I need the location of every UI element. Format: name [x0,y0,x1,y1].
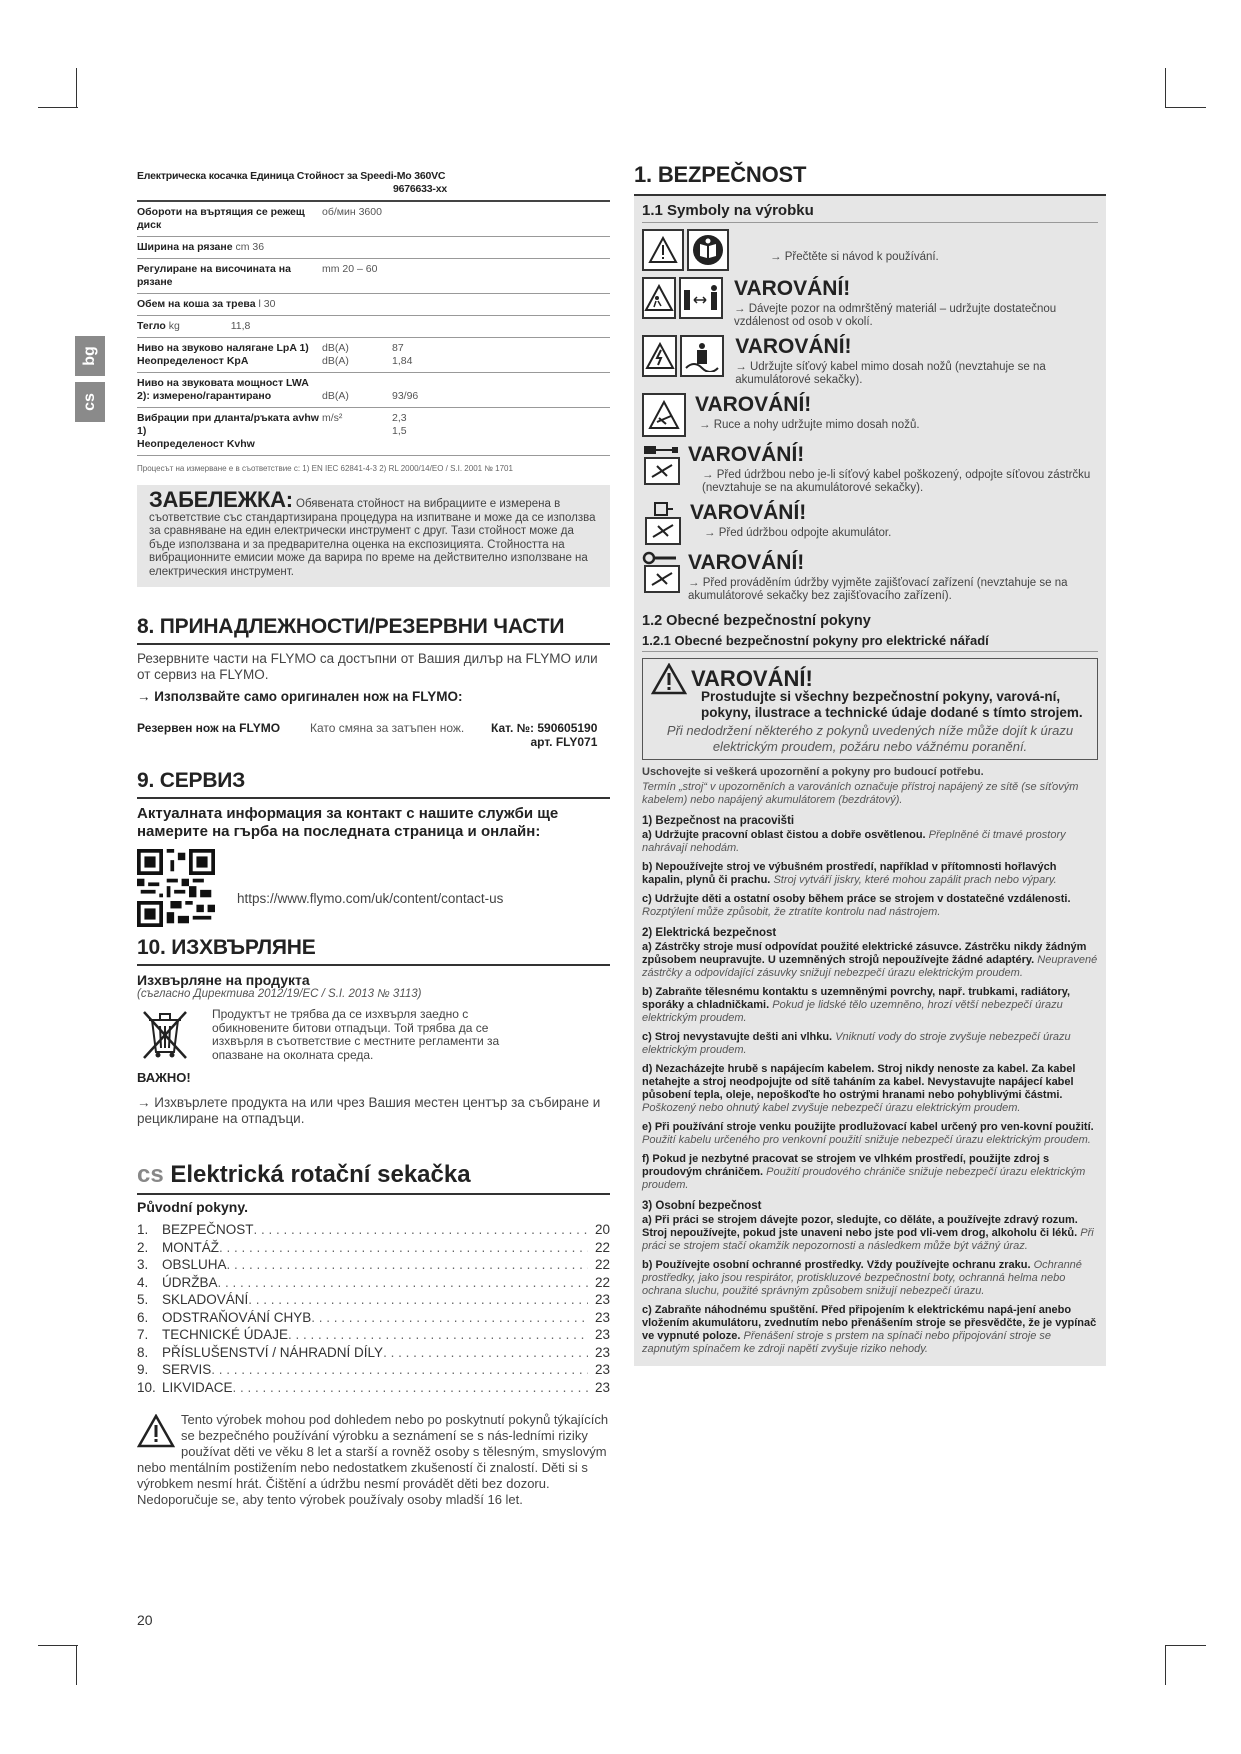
table-row: Ниво на звуково налягане LpA 1) Неопределеност KpA dB(A) dB(A) 87 1,84 [137,338,610,373]
toc-title: OBSLUHA [162,1257,227,1272]
toc-page: 23 [594,1344,610,1360]
crop-mark [1165,1645,1166,1685]
measurement-note: Процесът на измерване е в съответствие с: 1) EN IEC 62841-4-3 2) RL 2000/14/EO / S.I. 2001 № 1701 [137,464,513,473]
toc-title: PŘÍSLUŠENSTVÍ / NÁHRADNÍ DÍLY [162,1344,384,1360]
sec9-text: Актуалната информация за контакт с нашите служби ще намерите на гърба на последната страница и онлайн: [137,805,559,840]
electrical-safety-heading: 2) Elektrická bezpečnost [642,927,777,939]
toc-page: 23 [594,1292,610,1307]
keep-instructions: Uschovejte si veškerá upozornění a pokyny pro budoucí potřebu. [642,766,984,778]
right-column [634,162,1106,1366]
crop-mark [38,107,78,108]
page-number: 20 [137,1612,153,1628]
table-row: Вибрации при дланта/ръката avhw 1) Неопределеност Kvhw m/s² 2,3 1,5 [137,408,610,456]
left-column [137,170,610,1508]
toc-leader [288,1326,588,1344]
spare-part-row: Резервен нож на FLYMO Като смяна за затъпен нож. Кат. №: 590605190 арт. FLY071 [137,721,598,749]
contact-url[interactable]: https://www.flymo.com/uk/content/contact-us [237,891,504,906]
toc-item[interactable] [137,1361,610,1379]
language-tab-bg[interactable]: bg [75,336,105,376]
disposal-directive: (съгласно Директива 2012/19/ЕС / S.I. 2013 № 3113) [137,988,422,1000]
toc-item[interactable] [137,1344,610,1362]
qr-code-icon [137,849,215,927]
note-label: ЗАБЕЛЕЖКА: [149,487,293,512]
symbol-row: → Přečtěte si návod k používání. [642,229,1098,271]
toc-page: 22 [594,1257,610,1272]
sharp-blades-icon [642,393,686,437]
toc-title: SKLADOVÁNÍ [162,1292,249,1307]
thrown-objects-icon [642,277,676,319]
toc-number: 5. [137,1292,149,1307]
unplug-icon [642,443,682,485]
symbol-row: VAROVÁNÍ! → Před údržbou nebo je-li síťový kabel poškozený, odpojte síťovou zástrčku (nevztahuje se na akumulátorové sekačky). [642,443,1098,495]
toc-title: MONTÁŽ [162,1239,219,1255]
table-row: Ширина на рязане cm 36 [137,237,610,259]
keep-distance-icon [679,277,723,319]
toc-number: 4. [137,1274,149,1290]
table-row: Регулиране на височината на рязане mm 20 – 60 [137,259,610,294]
toc-item[interactable] [137,1291,610,1309]
toc-leader [211,1361,588,1379]
important-label: ВАЖНО! [137,1070,191,1085]
section-title-10: 10. ИЗХВЪРЛЯНЕ [137,936,610,966]
crossed-bin-icon [140,1008,190,1060]
toc-number: 6. [137,1309,149,1325]
remove-key-icon [642,551,682,593]
spec-title: Електрическа косачка Единица Стойност за Speedi-Mo 360VC 9676633-xx [137,170,447,195]
toc-leader [233,1379,588,1397]
toc-leader [248,1291,588,1309]
section-title-8: 8. ПРИНАДЛЕЖНОСТИ/РЕЗЕРВНИ ЧАСТИ [137,615,610,645]
toc-leader [383,1344,588,1362]
symbols-subtitle: 1.1 Symboly na výrobku [642,202,1098,223]
toc-page: 22 [594,1274,610,1290]
toc-leader [227,1256,588,1274]
important-text: → Изхвърлете продукта на или чрез Вашия местен център за събиране и рециклиране на отпадъци. [137,1095,601,1126]
toc-number: 2. [137,1239,149,1255]
safety-box: 1.1 Symboly na výrobku → Přečtěte si návod k používání. VAROVÁNÍ! → Dávejte pozor na odmrštěný materiál – udržujte dostatečnou vzdálenost od osob v okolí. VAROVÁNÍ! → Udržujte síťový kabel mimo dosah nožů (nevztahuje se na akumulátorové sekačky). VAROVÁNÍ! → Ruce a nohy udržujte mimo dosah nožů. VAROVÁNÍ! → Před údržbou nebo je-li síťový kabel poškozený, odpojte síťovou zástrčku (nevztahuje se na akumulátorové sekačky). VAROVÁNÍ! → Před údržbou odpojte akumulátor. VAROVÁNÍ! → Před prováděním údržby vyjměte zajišťovací zařízení (nevztahuje se na akumulátorové sekačky bez zajišťovacího zařízení). 1.2 Obecné bezpečnostní pokyny 1.2.1 Obecné bezpečnostní pokyny pro elektrické nářadí VAROVÁNÍ! Prostudujte si všechny bezpečnostní pokyny, varová-ní, pokyny, ilustrace a technické údaje dodané s tímto strojem. Při nedodržení některého z pokynů uvedených níže může dojít k úrazu elektrickým proudem, požáru nebo vážnému poranění. Uschovejte si veškerá upozornění a pokyny pro budoucí potřebu. Termín „stroj“ v upozorněních a varováních označuje přístroj napájený ze sítě (se síťovým kabelem) nebo napájený akumulátorem (bezdrátový). 1) Bezpečnost na pracovišti a) Udržujte pracovní oblast čistou a dobře osvětlenou. Přeplněné či tmavé prostory nahrávají nehodám. b) Nepoužívejte stroj ve výbušném prostředí, například v přítomnosti hořlavých kapalin, plynů či prachu. Stroj vytváří jiskry, které mohou zapálit prach nebo výpary. c) Udržujte děti a ostatní osoby během práce se strojem v dostatečné vzdálenosti. Rozptýlení může způsobit, že ztratíte kontrolu nad nástrojem. 2) Elektrická bezpečnost a) Zástrčky stroje musí odpovídat použité elektrické zásuvce. Zástrčku nikdy žádným způsobem neupravujte. U uzemněných strojů nepoužívejte žádné adaptéry. Neupravené zástrčky a odpovídající zásuvky snižují nebezpečí úrazu elektrickým proudem. b) Zabraňte tělesnému kontaktu s uzemněnými povrchy, např. trubkami, radiátory, sporáky a chladničkami. Pokud je lidské tělo uzemněno, hrozí větší nebezpečí úrazu elektrickým proudem. c) Stroj nevystavujte dešti ani vlhku. Vniknutí vody do stroje zvyšuje nebezpečí úrazu elektrickým proudem. d) Nezacházejte hrubě s napájecím kabelem. Stroj nikdy nenoste za kabel. Za kabel netahejte a stroj neodpojujte od sítě taháním za kabel. Nevystavujte napájecí kabel působení tepla, oleje, nepoškoďte ho ostrými hranami nebo pohyblivými částmi. Poškozený nebo ohnutý kabel zvyšuje nebezpečí úrazu elektrickým proudem. e) Při používání stroje venku použijte prodlužovací kabel určený pro ven-kovní použití. Použití kabelu určeného pro venkovní použití snižuje nebezpečí úrazu elektrickým proudem. f) Pokud je nezbytné pracovat se strojem ve vlhkém prostředí, použijte zdroj s proudovým chráničem. Použití proudového chrániče snižuje nebezpečí úrazu elektrickým proudem. 3) Osobní bezpečnost a) Při práci se strojem dávejte pozor, sledujte, co děláte, a používejte zdravý rozum. Stroj nepoužívejte, pokud jste unaveni nebo jste pod vli-vem drog, alkoholu či léků. Při práci se strojem stačí okamžik nepozornosti a následkem může být vážný úraz. b) Používejte osobní ochranné prostředky. Vždy používejte ochranu zraku. Ochranné prostředky, jako jsou respirátor, protiskluzové bezpečnostní boty, ochranná helma nebo ochrana sluchu, použité správným způsobem snižují nebezpečí úrazu. c) Zabraňte náhodnému spuštění. Před připojením k elektrickému napá-jení anebo vložením akumulátoru, zvednutím nebo přenášením stroje se přesvědčte, že je vypínač ve vypnuté poloze. Přenášení stroje s prstem na spínači nebo připojování stroje se zapnutým spínačem ke zdroji napětí zvyšuje riziko nehody. [634,196,1106,1366]
symbol-row: VAROVÁNÍ! → Před prováděním údržby vyjměte zajišťovací zařízení (nevztahuje se na akumulátorové sekačky bez zajišťovacího zařízení). [642,551,1098,603]
remove-battery-icon [642,501,684,545]
symbol-row: VAROVÁNÍ! → Před údržbou odpojte akumulátor. [642,501,1098,545]
toc-item[interactable] [137,1326,610,1344]
toc-item[interactable] [137,1379,610,1397]
toc-number: 7. [137,1327,149,1342]
sec8-text: Резервните части на FLYMO са достъпни от Вашия дилър на FLYMO или от сервиз на FLYMO. [137,651,598,682]
toc-item[interactable] [137,1274,610,1292]
toc-page: 23 [594,1309,610,1325]
crop-mark [38,1645,78,1646]
sec8-use: → Използвайте само оригинален нож на FLYMO: [137,689,463,704]
toc-item[interactable] [137,1221,610,1239]
table-row: Тегло kg 11,8 [137,316,610,338]
table-row: Обем на коша за трева l 30 [137,294,610,316]
toc-number: 10. [137,1379,156,1395]
disposal-subtitle: Изхвърляне на продукта [137,972,310,988]
toc-page: 23 [594,1362,610,1377]
cs-warning-block: Tento výrobek mohou pod dohledem nebo po poskytnutí pokynů týkajících se bezpečného používání výrobku a seznámení se s nás-ledními riziky používat děti ve věku 8 let a starší a rovněž osoby s tělesným, smyslovým nebo mentálním postižením nebo nedostatkem zkušeností či znalostí. Děti si s výrobkem nesmí hrát. Čištění a údržbu nesmí provádět děti bez dozoru. Nedoporučuje se, aby tento výrobek používaly osoby mladší 16 let. [137,1412,609,1507]
table-row: Ниво на звуковата мощност LWA 2): измерено/гарантирано dB(A) 93/96 [137,373,610,408]
crop-mark [76,68,77,108]
disposal-text: Продуктът не трябва да се изхвърля заедно с обикновените битови отпадъци. Той трябва да се изхвърля в съответствие с местните регламенти за опазване на околната среда. [212,1007,500,1062]
section-title-9: 9. СЕРВИЗ [137,769,610,799]
toc-item[interactable] [137,1309,610,1327]
section-title-1: 1. BEZPEČNOST [634,162,1106,196]
general-warning-box: VAROVÁNÍ! Prostudujte si všechny bezpečnostní pokyny, varová-ní, pokyny, ilustrace a technické údaje dodané s tímto strojem. Při nedodržení některého z pokynů uvedených níže může dojít k úrazu elektrickým proudem, požáru nebo vážnému poranění. [642,658,1098,760]
personal-safety-heading: 3) Osobní bezpečnost [642,1200,762,1212]
read-manual-icon [687,229,729,271]
symbol-row: VAROVÁNÍ! → Udržujte síťový kabel mimo dosah nožů (nevztahuje se na akumulátorové sekačky). [642,335,1098,387]
general-safety-subtitle: 1.2 Obecné bezpečnostní pokyny [642,613,871,629]
spec-table [137,200,610,456]
toc-item[interactable] [137,1256,610,1274]
crop-mark [1166,107,1206,108]
toc-page: 23 [594,1379,610,1395]
table-row: Обороти на въртящия се режещ диск об/мин 3600 [137,201,610,237]
crop-mark [76,1645,77,1685]
toc-title: ODSTRAŇOVÁNÍ CHYB [162,1309,312,1325]
toc-title: ÚDRŽBA [162,1274,218,1290]
language-tab-cs[interactable]: cs [75,382,105,422]
table-of-contents [137,1221,610,1396]
electric-shock-icon [642,335,677,377]
power-tool-safety-subtitle: 1.2.1 Obecné bezpečnostní pokyny pro elektrické nářadí [642,633,1098,652]
toc-title: BEZPEČNOST [162,1222,254,1237]
toc-page: 20 [594,1222,610,1237]
warning-triangle-icon [642,229,684,271]
toc-page: 22 [594,1239,610,1255]
toc-item[interactable] [137,1239,610,1257]
crop-mark [1165,68,1166,108]
toc-leader [219,1239,588,1257]
note-text: Обявената стойност на вибрациите е измерена в съответствие със стандартизирана процедура на изпитване и може да се използва за сравняване на един електрически инструмент с друг. Тази стойност може да бъде използвана и за предварителна оценка на експозицията. Стойността на вибрационните емисии може да варира по време на действително използване на електрическия инструмент. [149,498,596,578]
toc-title: SERVIS [162,1362,212,1377]
crop-mark [1166,1645,1206,1646]
toc-leader [218,1274,588,1292]
work-area-heading: 1) Bezpečnost na pracovišti [642,815,795,827]
toc-number: 9. [137,1362,149,1377]
cs-subtitle: Původní pokyny. [137,1199,248,1215]
toc-title: LIKVIDACE [162,1379,233,1395]
note-box [137,485,610,587]
term-definition: Termín „stroj“ v upozorněních a varováních označuje přístroj napájený ze sítě (se síťovým kabelem) nebo napájený akumulátorem (bezdrátový). [642,781,1079,806]
toc-number: 8. [137,1344,149,1360]
symbol-row: VAROVÁNÍ! → Ruce a nohy udržujte mimo dosah nožů. [642,393,1098,437]
cs-main-title: cs Elektrická rotační sekačka [137,1161,610,1195]
toc-title: TECHNICKÉ ÚDAJE [162,1327,289,1342]
warning-triangle-icon [137,1414,175,1448]
toc-number: 3. [137,1257,149,1272]
toc-page: 23 [594,1327,610,1342]
toc-leader [254,1221,588,1239]
toc-number: 1. [137,1222,149,1237]
warning-triangle-icon [651,663,687,695]
cable-away-from-blades-icon [680,335,724,377]
symbol-row: VAROVÁNÍ! → Dávejte pozor na odmrštěný materiál – udržujte dostatečnou vzdálenost od osob v okolí. [642,277,1098,329]
toc-leader [311,1309,588,1327]
